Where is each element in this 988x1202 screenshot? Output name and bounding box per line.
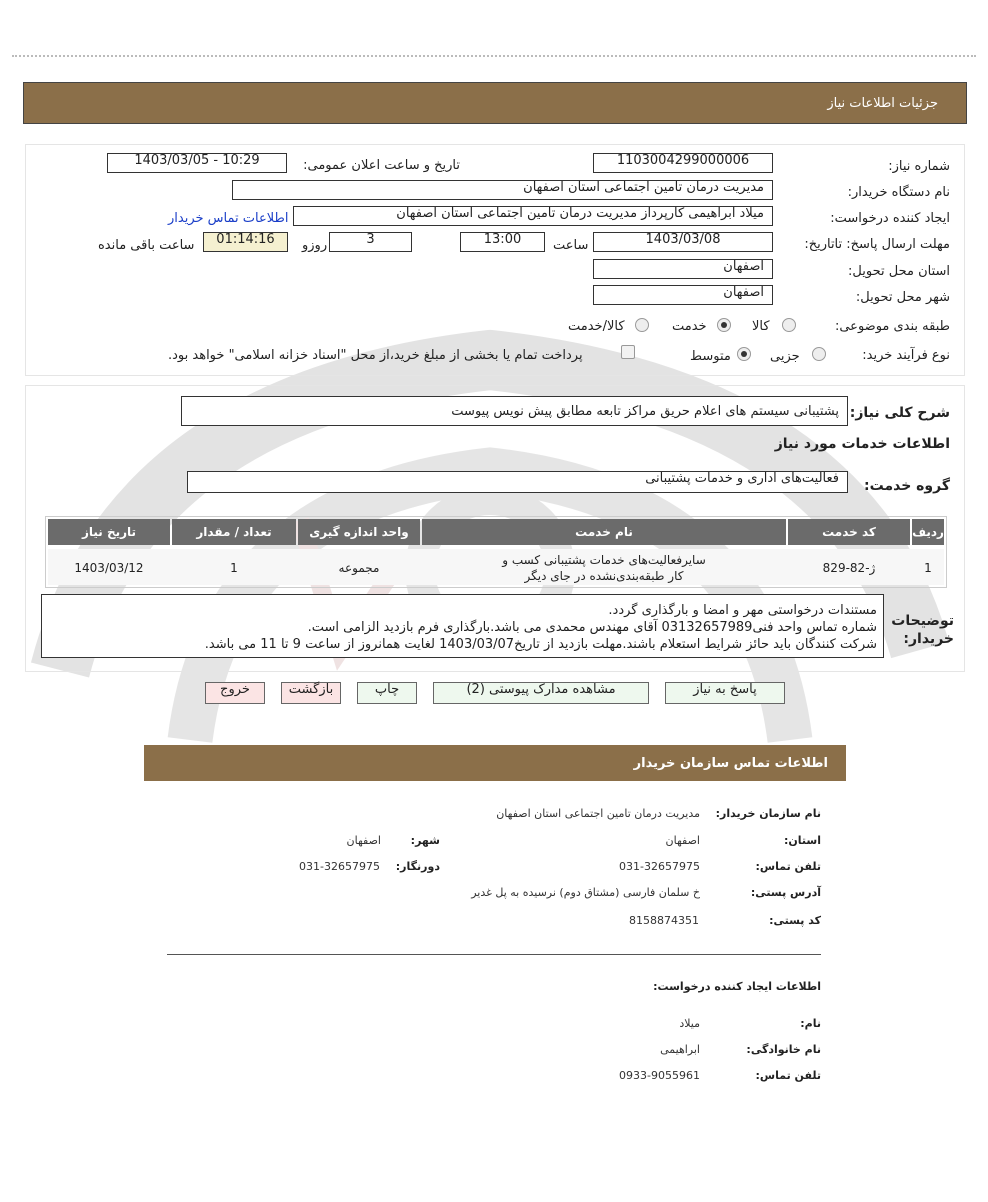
page-header bbox=[23, 82, 967, 124]
contact-province-label: استان: bbox=[784, 834, 821, 847]
phone-label: تلفن تماس: bbox=[755, 860, 821, 873]
reply-button[interactable]: پاسخ به نیاز bbox=[665, 682, 785, 704]
process-option-medium: متوسط bbox=[690, 349, 731, 364]
org-value: مدیریت درمان تامین اجتماعی استان اصفهان bbox=[496, 807, 700, 820]
row-name-line2: کار طبقه‌بندی‌نشده در جای دیگر bbox=[524, 569, 684, 583]
need-number-field: 1103004299000006 bbox=[593, 153, 773, 173]
postal-label: کد پستی: bbox=[769, 914, 821, 927]
print-button[interactable]: چاپ bbox=[357, 682, 417, 704]
family-value: ابراهیمی bbox=[660, 1043, 700, 1056]
buyer-org-label: نام دستگاه خریدار: bbox=[847, 185, 950, 200]
phone-value: 031-32657975 bbox=[619, 860, 700, 873]
process-option-minor: جزیی bbox=[770, 349, 800, 364]
days-label: روزو bbox=[302, 238, 328, 253]
payment-note: پرداخت تمام یا بخشی از مبلغ خرید،از محل "اسناد خزانه اسلامی" خواهد بود. bbox=[168, 348, 583, 363]
attachments-button[interactable]: مشاهده مدارک پیوستی (2) bbox=[433, 682, 649, 704]
services-table bbox=[45, 516, 947, 588]
family-label: نام خانوادگی: bbox=[746, 1043, 821, 1056]
buyer-org-field: مدیریت درمان تامین اجتماعی استان اصفهان bbox=[232, 180, 773, 200]
category-option-service: خدمت bbox=[672, 319, 707, 334]
deadline-label: مهلت ارسال پاسخ: تاتاریخ: bbox=[804, 237, 950, 252]
need-number-label: شماره نیاز: bbox=[888, 159, 950, 174]
process-radio-minor[interactable] bbox=[812, 347, 826, 361]
time-label: ساعت bbox=[553, 238, 589, 253]
announce-field: 1403/03/05 - 10:29 bbox=[107, 153, 287, 173]
row-index: 1 bbox=[924, 561, 932, 575]
org-label: نام سازمان خریدار: bbox=[715, 807, 821, 820]
category-option-goods: کالا bbox=[752, 319, 770, 334]
row-code: ژ-82-829 bbox=[822, 561, 876, 575]
creator-phone-value: 0933-9055961 bbox=[619, 1069, 700, 1082]
col-header-name: نام خدمت bbox=[422, 519, 786, 545]
city-field: اصفهان bbox=[593, 285, 773, 305]
col-header-qty: تعداد / مقدار bbox=[172, 519, 296, 545]
back-button[interactable]: بازگشت bbox=[281, 682, 341, 704]
page-title: جزئیات اطلاعات نیاز bbox=[827, 96, 938, 111]
note-line-2: شماره تماس واحد فنی03132657989 آقای مهندس محمدی می باشد.بارگذاری فرم بازدید الزامی است. bbox=[307, 620, 877, 635]
note-line-1: مستندات درخواستی مهر و امضا و بارگذاری گردد. bbox=[608, 603, 877, 618]
summary-field: پشتیبانی سیستم های اعلام حریق مراکز تابعه مطابق پیش نویس پیوست bbox=[181, 396, 848, 426]
name-value: میلاد bbox=[679, 1017, 700, 1030]
treasury-checkbox[interactable] bbox=[621, 345, 635, 359]
announce-label: تاریخ و ساعت اعلان عمومی: bbox=[303, 158, 460, 173]
contact-province-value: اصفهان bbox=[665, 834, 700, 847]
notes-box bbox=[41, 594, 884, 658]
creator-phone-label: تلفن تماس: bbox=[755, 1069, 821, 1082]
note-line-3: شرکت کنندگان باید حائز شرایط استعلام باشند.مهلت بازدید از تاریخ1403/03/07 لغایت همانروز از ساعت 9 تا 11 می باشد. bbox=[204, 637, 877, 652]
category-option-both: کالا/خدمت bbox=[568, 319, 625, 334]
row-qty: 1 bbox=[230, 561, 238, 575]
contact-city-value: اصفهان bbox=[346, 834, 381, 847]
process-radio-medium[interactable] bbox=[737, 347, 751, 361]
exit-button[interactable]: خروج bbox=[205, 682, 265, 704]
remaining-time-field: 01:14:16 bbox=[203, 232, 288, 252]
name-label: نام: bbox=[800, 1017, 821, 1030]
province-field: اصفهان bbox=[593, 259, 773, 279]
province-label: استان محل تحویل: bbox=[848, 264, 950, 279]
address-label: آدرس پستی: bbox=[750, 886, 821, 899]
fax-label: دورنگار: bbox=[395, 860, 440, 873]
buyer-contact-link[interactable]: اطلاعات تماس خریدار bbox=[168, 211, 289, 226]
address-value: خ سلمان فارسی (مشتاق دوم) نرسیده به پل غدیر bbox=[471, 886, 700, 899]
details-panel bbox=[25, 144, 965, 376]
section-divider bbox=[167, 954, 821, 955]
postal-value: 8158874351 bbox=[629, 914, 699, 927]
category-radio-both[interactable] bbox=[635, 318, 649, 332]
remaining-label: ساعت باقی مانده bbox=[98, 238, 195, 253]
category-label: طبقه بندی موضوعی: bbox=[834, 319, 950, 334]
col-header-date: تاریخ نیاز bbox=[48, 519, 170, 545]
fax-value: 031-32657975 bbox=[299, 860, 380, 873]
city-label: شهر محل تحویل: bbox=[855, 290, 950, 305]
services-title: اطلاعات خدمات مورد نیاز bbox=[774, 436, 950, 452]
category-radio-goods[interactable] bbox=[782, 318, 796, 332]
col-header-unit: واحد اندازه گیری bbox=[298, 519, 420, 545]
row-name-line1: سایرفعالیت‌های خدمات پشتیبانی کسب و bbox=[502, 553, 706, 567]
creator-field: میلاد ابراهیمی کارپرداز مدیریت درمان تامین اجتماعی استان اصفهان bbox=[293, 206, 773, 226]
notes-label: توضیحات خریدار: bbox=[891, 613, 954, 647]
row-date: 1403/03/12 bbox=[74, 561, 144, 575]
col-header-index: ردیف bbox=[912, 519, 944, 545]
process-label: نوع فرآیند خرید: bbox=[862, 348, 950, 363]
contact-title: اطلاعات تماس سازمان خریدار bbox=[633, 756, 828, 771]
top-divider bbox=[12, 55, 976, 57]
row-unit: مجموعه bbox=[338, 561, 380, 575]
service-group-label: گروه خدمت: bbox=[864, 478, 950, 494]
col-header-code: کد خدمت bbox=[788, 519, 910, 545]
deadline-time-field: 13:00 bbox=[460, 232, 545, 252]
service-group-field: فعالیت‌های اداری و خدمات پشتیبانی bbox=[187, 471, 848, 493]
contact-city-label: شهر: bbox=[410, 834, 440, 847]
summary-label: شرح کلی نیاز: bbox=[849, 405, 950, 421]
creator-label: ایجاد کننده درخواست: bbox=[830, 211, 950, 226]
category-radio-service[interactable] bbox=[717, 318, 731, 332]
deadline-date-field: 1403/03/08 bbox=[593, 232, 773, 252]
creator-info-title: اطلاعات ایجاد کننده درخواست: bbox=[653, 980, 821, 993]
days-field: 3 bbox=[329, 232, 412, 252]
contact-header bbox=[144, 745, 846, 781]
